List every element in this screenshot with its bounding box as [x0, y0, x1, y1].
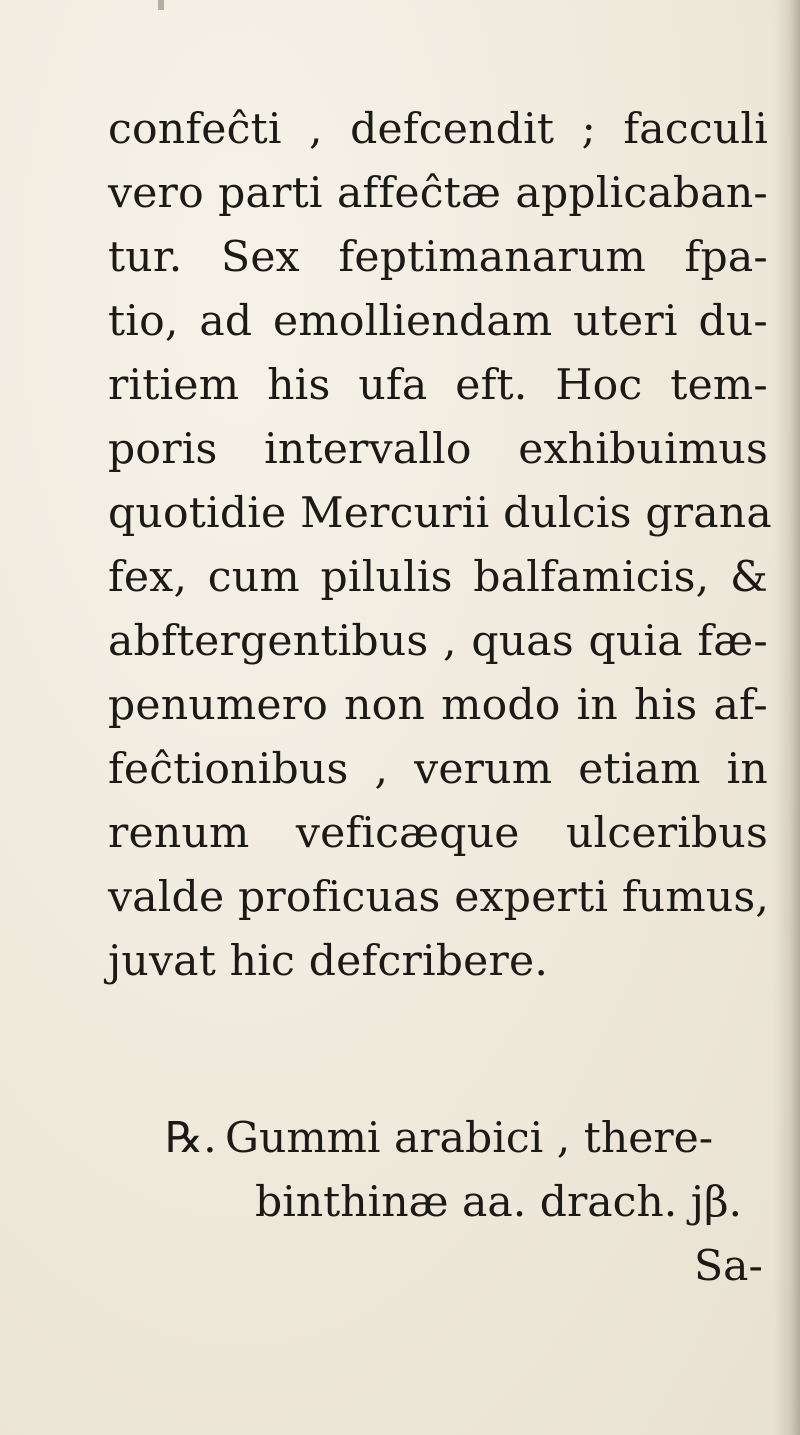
text-line: ritiem his ufa eft. Hoc tem- [108, 361, 768, 410]
main-paragraph [108, 98, 772, 994]
text-line: confeĉti , defcendit ; facculi [108, 105, 768, 154]
text-line: juvat hic defcribere. [108, 937, 549, 986]
recipe-line-1 [165, 1107, 765, 1171]
text-line: quotidie Mercurii dulcis grana [108, 489, 772, 538]
text-line: poris intervallo exhibuimus [108, 425, 768, 474]
text-line: valde proficuas experti fumus, [108, 873, 770, 922]
text-line: tio, ad emolliendam uteri du- [108, 297, 768, 346]
text-line: tur. Sex feptimanarum fpa- [108, 233, 768, 282]
recipe-text: binthinæ aa. drach. jβ. [255, 1178, 743, 1227]
text-line: feĉtionibus , verum etiam in [108, 745, 768, 794]
text-line: fex, cum pilulis balfamicis, & [108, 553, 768, 602]
catchword: Sa- [694, 1242, 763, 1291]
recipe-block [165, 1107, 765, 1235]
text-line: penumero non modo in his af- [108, 681, 768, 730]
recipe-symbol: ℞. [165, 1114, 217, 1163]
page-edge-shadow [774, 0, 800, 1435]
text-line: renum veficæque ulceribus [108, 809, 768, 858]
text-line: abftergentibus , quas quia fæ- [108, 617, 768, 666]
recipe-text: Gummi arabici , there- [225, 1114, 714, 1163]
recipe-line-2 [165, 1171, 765, 1235]
text-line: vero parti affeĉtæ applicaban- [108, 169, 768, 218]
print-mark [158, 0, 164, 10]
